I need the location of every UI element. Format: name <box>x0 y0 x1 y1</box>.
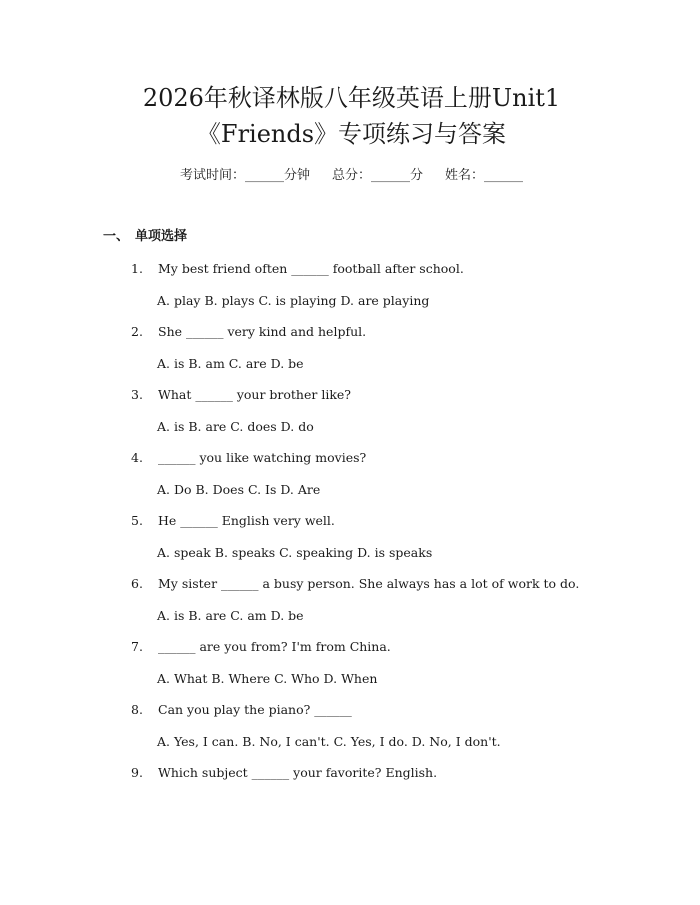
question-options: A. What B. Where C. Who D. When <box>157 671 378 686</box>
question-number: 7. <box>131 639 143 654</box>
question-stem <box>103 636 600 657</box>
question-list <box>103 258 600 783</box>
question-stem <box>103 321 600 342</box>
student-name-label: 姓名：______ <box>445 168 524 183</box>
title-line-2: 《Friends》专项练习与答案 <box>196 120 507 148</box>
question-text: She ______ very kind and helpful. <box>158 324 367 339</box>
question-options: A. is B. am C. are D. be <box>157 356 304 371</box>
question-options: A. is B. are C. am D. be <box>157 608 304 623</box>
question-text: ______ are you from? I'm from China. <box>158 639 391 654</box>
question-stem <box>103 258 600 279</box>
title-line-1: 2026年秋译林版八年级英语上册Unit1 <box>142 84 561 112</box>
question-item <box>103 258 600 311</box>
question-number: 3. <box>131 387 143 402</box>
question-text: ______ you like watching movies? <box>158 450 367 465</box>
question-number: 2. <box>131 324 143 339</box>
question-item <box>103 384 600 437</box>
question-options: A. Yes, I can. B. No, I can't. C. Yes, I do. D. No, I don't. <box>157 734 501 749</box>
question-stem <box>103 384 600 405</box>
question-item <box>103 321 600 374</box>
question-options: A. play B. plays C. is playing D. are playing <box>157 293 430 308</box>
question-item <box>103 762 600 783</box>
exam-info <box>103 166 600 186</box>
question-text: Can you play the piano? ______ <box>158 702 352 717</box>
question-number: 1. <box>131 261 143 276</box>
question-text: He ______ English very well. <box>158 513 335 528</box>
exam-time-label: 考试时间：______分钟 <box>179 168 310 183</box>
question-text: My sister ______ a busy person. She always has a lot of work to do. <box>158 576 580 591</box>
question-item <box>103 636 600 689</box>
question-options: A. Do B. Does C. Is D. Are <box>157 482 321 497</box>
question-text: Which subject ______ your favorite? English. <box>158 765 438 780</box>
question-number: 8. <box>131 702 143 717</box>
question-stem <box>103 510 600 531</box>
question-item <box>103 699 600 752</box>
question-stem <box>103 447 600 468</box>
question-number: 6. <box>131 576 143 591</box>
question-item <box>103 510 600 563</box>
question-stem <box>103 699 600 720</box>
section-heading <box>103 227 600 247</box>
section-title: 单项选择 <box>135 229 188 244</box>
total-score-label: 总分：______分 <box>331 168 423 183</box>
question-item <box>103 573 600 626</box>
question-stem <box>103 573 600 594</box>
question-options: A. is B. are C. does D. do <box>157 419 314 434</box>
section-number: 一、 <box>103 229 130 244</box>
question-number: 9. <box>131 765 143 780</box>
question-options: A. speak B. speaks C. speaking D. is speaks <box>157 545 433 560</box>
question-item <box>103 447 600 500</box>
question-number: 4. <box>131 450 143 465</box>
question-stem <box>103 762 600 783</box>
question-number: 5. <box>131 513 143 528</box>
question-text: What ______ your brother like? <box>158 387 351 402</box>
document-title <box>103 0 600 152</box>
question-text: My best friend often ______ football after school. <box>158 261 464 276</box>
